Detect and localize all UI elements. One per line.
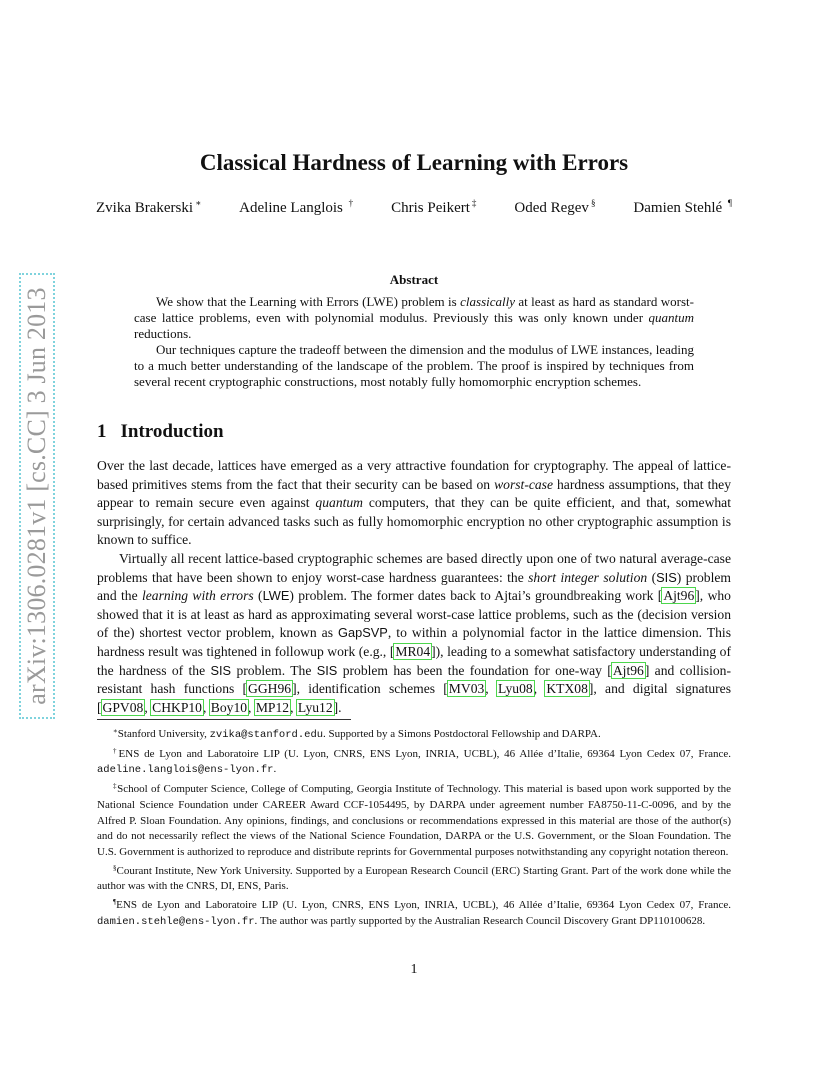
footnote: †ENS de Lyon and Laboratoire LIP (U. Lyon, CNRS, ENS Lyon, INRIA, UCBL), 46 Allée d’Italie, 69364 Lyon Cedex 07, France. adeline.langlois@ens-lyon.fr. — [97, 746, 732, 777]
citation-link[interactable]: KTX08 — [546, 681, 588, 697]
arxiv-stamp — [17, 271, 57, 721]
intro-body — [97, 457, 731, 717]
citation-link[interactable]: Lyu12 — [297, 699, 333, 715]
footnote-rule — [97, 719, 351, 720]
citation-link[interactable]: MP12 — [255, 699, 290, 715]
author: Adeline Langlois † — [239, 198, 354, 216]
abstract-heading: Abstract — [389, 272, 439, 287]
author: Damien Stehlé ¶ — [633, 198, 732, 216]
footnotes — [97, 724, 731, 930]
citation-link[interactable]: Ajt96 — [663, 588, 695, 604]
citation-link[interactable]: GGH96 — [248, 681, 292, 697]
footnote: §Courant Institute, New York University. Supported by a European Research Council (ERC) Starting Grant. Part of the work done while the author was with the CNRS, DI, ENS, Paris. — [97, 863, 731, 893]
body-paragraph: Over the last decade, lattices have emerged as a very attractive foundation for cryptography. The appeal of lattice-based primitives stems from the fact that their security can be based on worst-case hardness assumptions, that they appear to remain secure even against quantum computers, that they can be quite efficient, and that, somewhat surprisingly, for certain advanced tasks such as fully homomorphic encryption no other cryptographic assumption is known to suffice. — [97, 458, 731, 548]
email: zvika@stanford.edu — [209, 729, 324, 741]
citation-link[interactable]: Boy10 — [210, 699, 248, 715]
email: damien.stehle@ens-lyon.fr — [97, 915, 255, 928]
paper-title: Classical Hardness of Learning with Errors — [199, 150, 629, 175]
footnote-mark[interactable]: ∗ — [195, 198, 202, 208]
footnote-mark[interactable]: § — [590, 198, 596, 208]
abstract-body — [134, 294, 694, 390]
footnote: ¶ENS de Lyon and Laboratoire LIP (U. Lyon, CNRS, ENS Lyon, INRIA, UCBL), 46 Allée d’Italie, 69364 Lyon Cedex 07, France. damien.stehle@ens-lyon.fr. The author was partly supported by the Australian Research Council Discovery Grant DP110100628. — [97, 898, 731, 928]
abstract-paragraph: We show that the Learning with Errors (LWE) problem is classically at least as hard as standard worst-case lattice problems, even with polynomial modulus. Previously this was only known under quantum reductions. — [134, 294, 694, 341]
footnote-mark[interactable]: † — [348, 198, 354, 208]
section-heading: 1 Introduction — [97, 421, 224, 442]
arxiv-id-link[interactable]: arXiv:1306.0281v1 [cs.CC] 3 Jun 2013 — [17, 271, 57, 721]
author: Oded Regev § — [514, 198, 596, 216]
citation-link[interactable]: Ajt96 — [612, 662, 644, 678]
body-paragraph: Virtually all recent lattice-based cryptographic schemes are based directly upon one of two natural average-case problems that have been shown to enjoy worst-case hardness guarantees: the short integer solution (SIS) problem and the learning with errors (LWE) problem. The former dates back to Ajtai’s groundbreaking work [Ajt96], who showed that it is at least as hard as approximating several worst-case lattice problems, such as the (decision version of the) shortest vector problem, known as GapSVP, to within a polynomial factor in the lattice dimension. This hardness result was tightened in followup work (e.g., [MR04]), leading to a somewhat satisfactory understanding of the hardness of the SIS problem. The SIS problem has been the foundation for one-way [Ajt96] and collision-resistant hash functions [GGH96], identification schemes [MV03, Lyu08, KTX08], and digital signatures [GPV08, CHKP10, Boy10, MP12, Lyu12]. — [97, 550, 731, 715]
footnote: ∗Stanford University, zvika@stanford.edu. Supported by a Simons Postdoctoral Fellowship and DARPA. — [113, 727, 601, 741]
citation-link[interactable]: CHKP10 — [152, 699, 202, 715]
author: Chris Peikert ‡ — [391, 198, 477, 216]
author-list — [96, 198, 732, 220]
citation-link[interactable]: MV03 — [448, 681, 485, 697]
footnote-mark[interactable]: ‡ — [471, 198, 477, 208]
citation-link[interactable]: Lyu08 — [497, 681, 533, 697]
email: adeline.langlois@ens-lyon.fr — [97, 764, 274, 777]
citation-link[interactable]: MR04 — [395, 643, 431, 659]
citation-link[interactable]: GPV08 — [102, 699, 144, 715]
author: Zvika Brakerski ∗ — [96, 198, 202, 216]
page-number: 1 — [410, 962, 418, 977]
abstract-paragraph: Our techniques capture the tradeoff between the dimension and the modulus of LWE instances, leading to a much better understanding of the landscape of the problem. The proof is inspired by techniques from several recent cryptographic constructions, most notably fully homomorphic encryption schemes. — [134, 342, 694, 389]
footnote: ‡School of Computer Science, College of Computing, Georgia Institute of Technology. This material is based upon work supported by the National Science Foundation under CAREER Award CCF-1054495, by DARPA under agreement number FA8750-11-C-0096, and by the Alfred P. Sloan Foundation. Any opinions, findings, and conclusions or recommendations expressed in this material are those of the author(s) and do not necessarily reflect the views of the National Science Foundation, DARPA or the U.S. Government, or the Sloan Foundation. The U.S. Government is authorized to reproduce and distribute reprints for Governmental purposes notwithstanding any copyright notation thereon. — [97, 782, 732, 858]
footnote-mark[interactable]: ¶ — [727, 198, 732, 208]
